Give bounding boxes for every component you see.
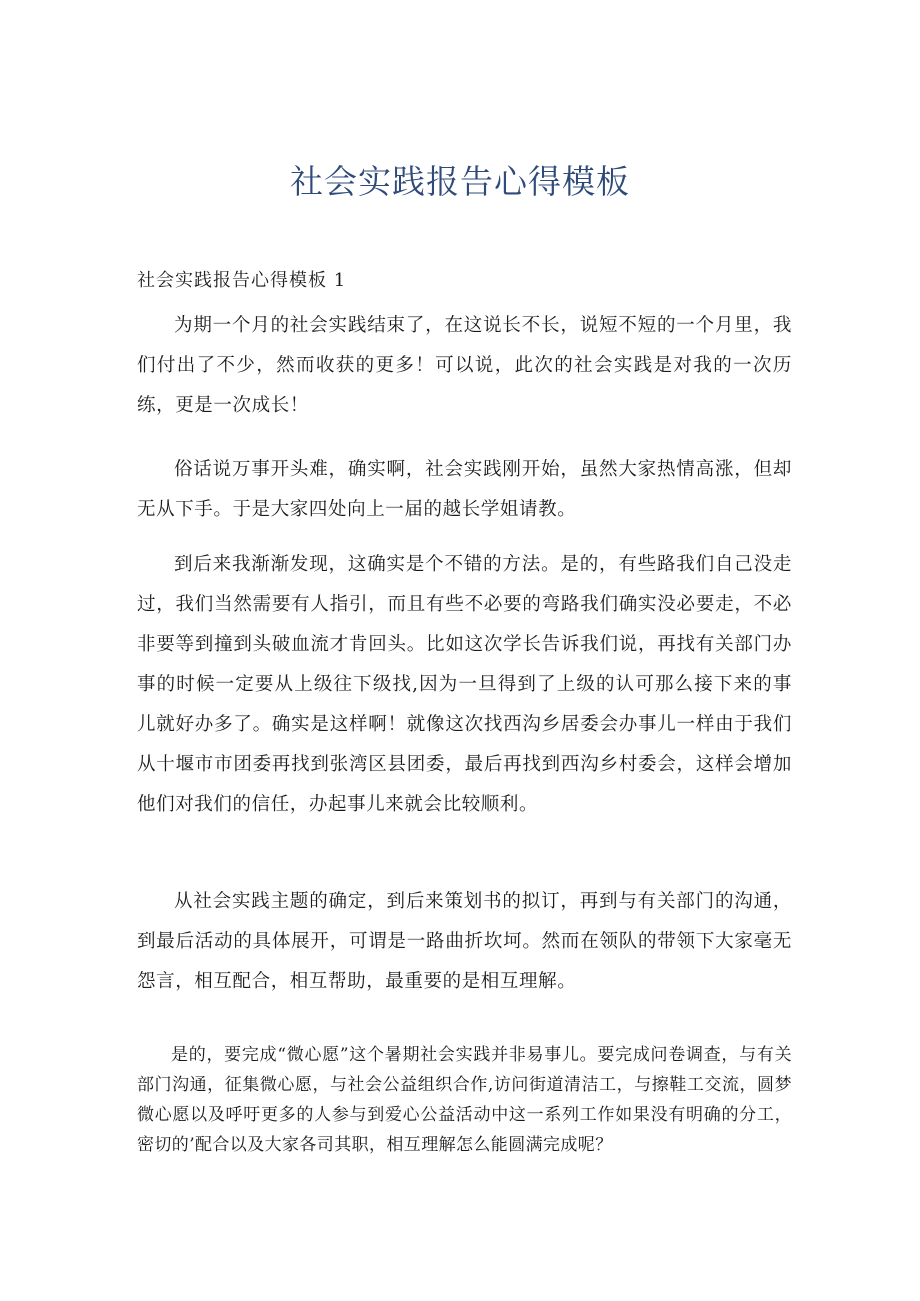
paragraph-5: 是的，要完成“微心愿”这个暑期社会实践并非易事儿。要完成问卷调查，与有关部门沟通，征集微心愿，与社会公益组织合作,访问街道清洁工，与擦鞋工交流，圆梦微心愿以及呼吁更多的人参与到爱心公益活动中这一系列工作如果没有明确的分工，密切的’配合以及大家各司其职，相互理解怎么能圆满完成呢？ <box>137 1045 792 1155</box>
paragraph-1: 为期一个月的社会实践结束了，在这说长不长，说短不短的一个月里，我们付出了不少，然而收获的更多！可以说，此次的社会实践是对我的一次历练，更是一次成长！ <box>137 315 792 416</box>
section-heading: 社会实践报告心得模板 1 <box>137 270 347 291</box>
paragraph-3: 到后来我渐渐发现，这确实是个不错的方法。是的，有些路我们自己没走过，我们当然需要有人指引，而且有些不必要的弯路我们确实没必要走，不必非要等到撞到头破血流才肯回头。比如这次学长告诉我们说，再找有关部门办事的时候一定要从上级往下级找,因为一旦得到了上级的认可那么接下来的事儿就好办多了。确实是这样啊！就像这次找西沟乡居委会办事儿一样由于我们从十堰市市团委再找到张湾区县团委，最后再找到西沟乡村委会，这样会增加他们对我们的信任，办起事儿来就会比较顺利。 <box>137 554 792 815</box>
document-title: 社会实践报告心得模板 <box>290 162 630 201</box>
paragraph-4: 从社会实践主题的确定，到后来策划书的拟订，再到与有关部门的沟通，到最后活动的具体展开，可谓是一路曲折坎坷。然而在领队的带领下大家毫无怨言，相互配合，相互帮助，最重要的是相互理解。 <box>137 891 792 992</box>
paragraph-2: 俗话说万事开头难，确实啊，社会实践刚开始，虽然大家热情高涨，但却无从下手。于是大家四处向上一届的越长学姐请教。 <box>137 459 792 520</box>
